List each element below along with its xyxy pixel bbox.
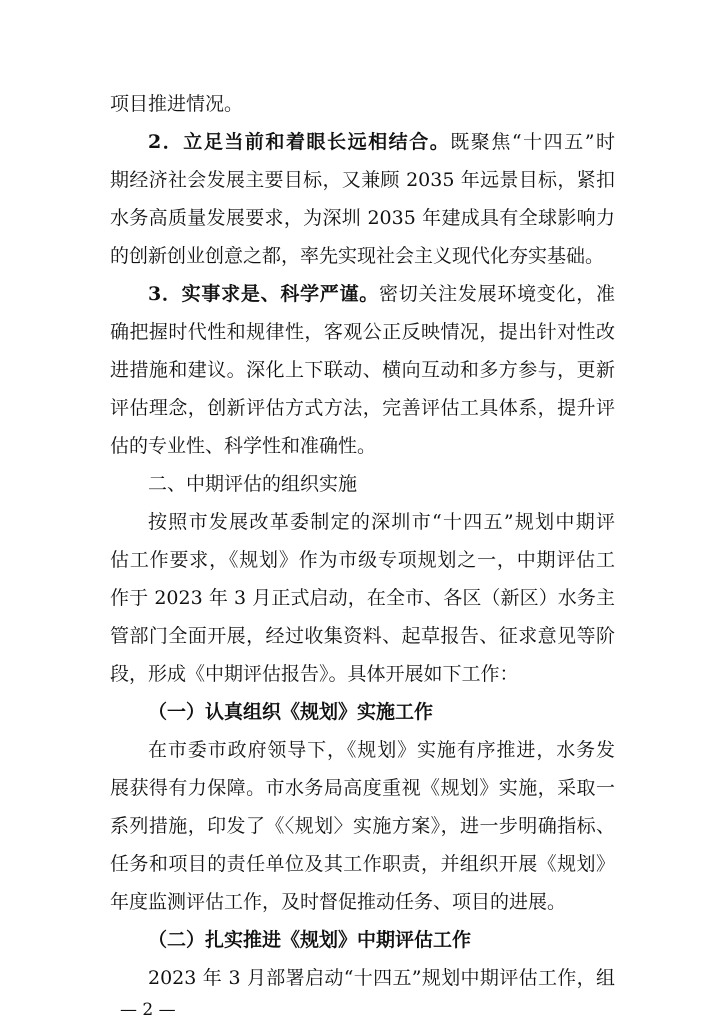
body-text-line: 展获得有力保障。市水务局高度重视《规划》实施，采取一 — [110, 777, 615, 799]
principle-3-text: 密切关注发展环境变化，准 — [378, 283, 615, 305]
section-heading: 二、中期评估的组织实施 — [148, 473, 358, 495]
body-text-line: 水务高质量发展要求，为深圳 2035 年建成具有全球影响力 — [110, 207, 615, 229]
body-text-line: 2023 年 3 月部署启动“十四五”规划中期评估工作，组 — [148, 967, 615, 989]
body-text-line: 年度监测评估工作，及时督促推动任务、项目的进展。 — [110, 891, 567, 913]
subsection-heading: （一）认真组织《规划》实施工作 — [148, 701, 434, 723]
body-text-line: 项目推进情况。 — [110, 93, 244, 115]
body-text-line: 按照市发展改革委制定的深圳市“十四五”规划中期评 — [148, 511, 615, 533]
principle-3-title: 3．实事求是、科学严谨。 — [148, 283, 379, 305]
body-text-line: 系列措施，印发了《〈规划〉实施方案》，进一步明确指标、 — [110, 815, 615, 837]
body-text-line: 进措施和建议。深化上下联动、横向互动和多方参与，更新 — [110, 359, 615, 381]
subsection-heading: （二）扎实推进《规划》中期评估工作 — [148, 929, 472, 951]
body-text-line: 的创新创业创意之都，率先实现社会主义现代化夯实基础。 — [110, 245, 605, 267]
body-text-line: 任务和项目的责任单位及其工作职责，并组织开展《规划》 — [110, 853, 615, 875]
body-text-line: 确把握时代性和规律性，客观公正反映情况，提出针对性改 — [110, 321, 615, 343]
body-text-line: 段，形成《中期评估报告》。具体开展如下工作： — [110, 663, 519, 685]
body-text-line: 在市委市政府领导下，《规划》实施有序推进，水务发 — [148, 739, 615, 761]
principle-2-text: 既聚焦“十四五”时 — [450, 131, 615, 153]
body-text-line: 评估理念，创新评估方式方法，完善评估工具体系，提升评 — [110, 397, 615, 419]
body-text-line: 估工作要求，《规划》作为市级专项规划之一，中期评估工 — [110, 549, 615, 571]
page-number: — 2 — — [120, 1000, 176, 1020]
numbered-principle-3 — [148, 276, 615, 312]
body-text-line: 估的专业性、科学性和准确性。 — [110, 435, 377, 457]
body-text-line: 管部门全面开展，经过收集资料、起草报告、征求意见等阶 — [110, 625, 615, 647]
numbered-principle-2 — [148, 124, 615, 160]
body-text-line: 期经济社会发展主要目标，又兼顾 2035 年远景目标，紧扣 — [110, 169, 615, 191]
principle-2-title: 2．立足当前和着眼长远相结合。 — [148, 131, 451, 153]
body-text-line: 作于 2023 年 3 月正式启动，在全市、各区（新区）水务主 — [110, 587, 615, 609]
